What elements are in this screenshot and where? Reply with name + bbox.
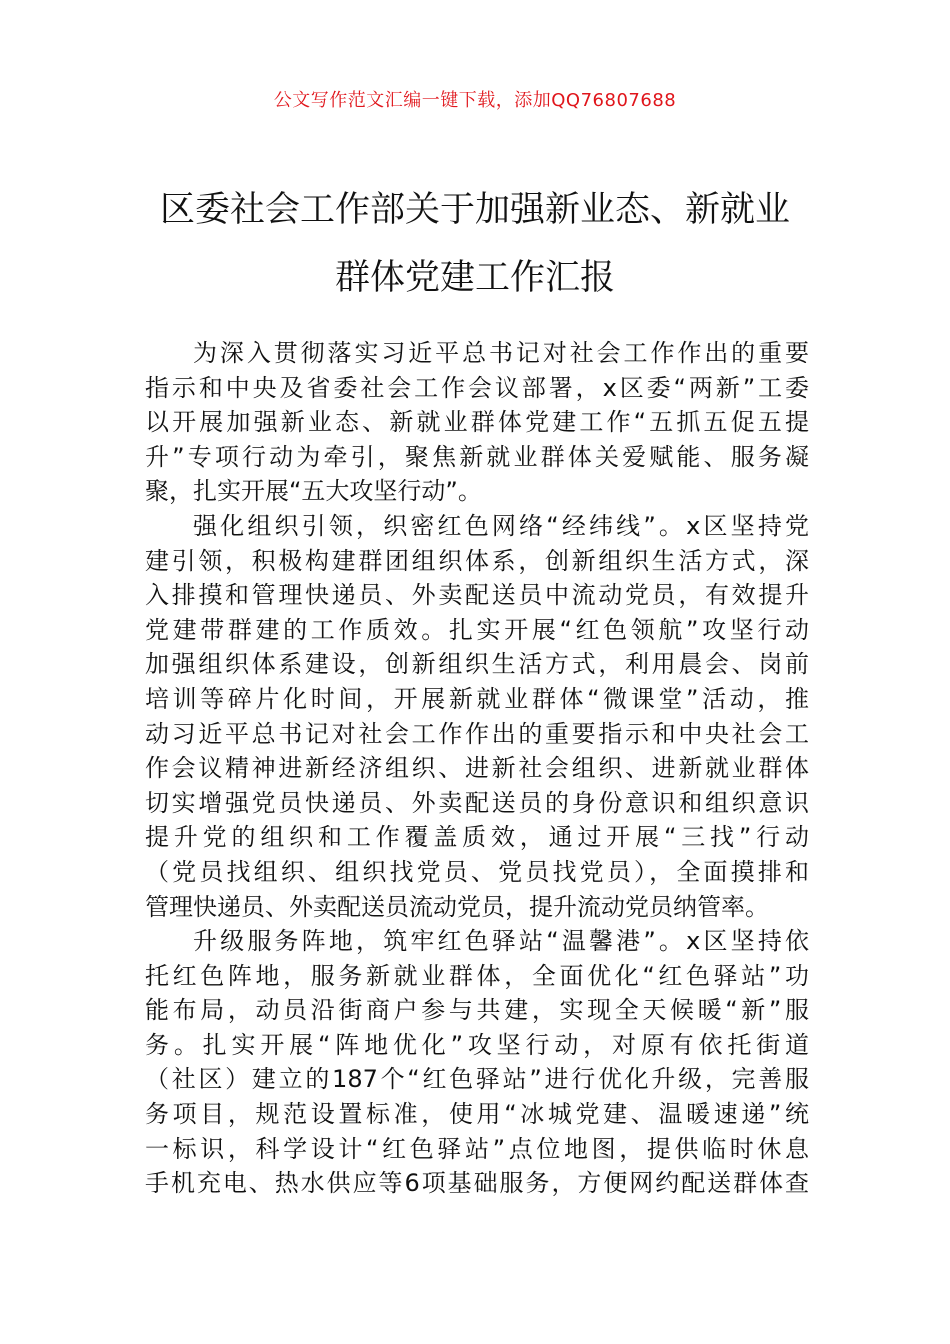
text-line: 聚，扎实开展“五大攻坚行动”。 (145, 477, 482, 506)
title-line: 区委社会工作部关于加强新业态、新就业 (159, 190, 790, 230)
document-title (100, 176, 850, 312)
paragraph-service (145, 924, 809, 1201)
text-line: 手机充电、热水供应等6项基础服务，方便网约配送群体查 (145, 1169, 809, 1198)
text-line: 党建带群建的工作质效。扎实开展“红色领航”攻坚行动 (145, 615, 809, 644)
text-line: 升”专项行动为牵引，聚焦新就业群体关爱赋能、服务凝 (145, 442, 809, 471)
header-download-note: 公文写作范文汇编一键下载，添加QQ76807688 (273, 90, 677, 111)
text-line: （党员找组织、组织找党员、党员找党员），全面摸排和 (145, 857, 809, 886)
text-line: 建引领，积极构建群团组织体系，创新组织生活方式，深 (145, 546, 809, 575)
document-body (145, 336, 809, 1201)
text-line: 入排摸和管理快递员、外卖配送员中流动党员，有效提升 (145, 581, 809, 610)
paragraph-intro (145, 336, 809, 509)
text-line: 升级服务阵地，筑牢红色驿站“温馨港”。x区坚持依 (193, 927, 809, 956)
text-line: 管理快递员、外卖配送员流动党员，提升流动党员纳管率。 (145, 892, 769, 921)
text-line: 指示和中央及省委社会工作会议部署，x区委“两新”工委 (145, 373, 809, 402)
text-line: 以开展加强新业态、新就业群体党建工作“五抓五促五提 (145, 408, 809, 437)
text-line: 动习近平总书记对社会工作作出的重要指示和中央社会工 (145, 719, 809, 748)
text-line: 提升党的组织和工作覆盖质效，通过开展“三找”行动 (145, 823, 809, 852)
text-line: 切实增强党员快递员、外卖配送员的身份意识和组织意识 (145, 788, 809, 817)
text-line: 培训等碎片化时间，开展新就业群体“微课堂”活动，推 (145, 684, 809, 713)
text-line: 托红色阵地，服务新就业群体，全面优化“红色驿站”功 (145, 961, 809, 990)
title-line: 群体党建工作汇报 (334, 258, 615, 298)
text-line: （社区）建立的187个“红色驿站”进行优化升级，完善服 (145, 1065, 809, 1094)
text-line: 务项目，规范设置标准，使用“冰城党建、温暖速递”统 (145, 1100, 809, 1129)
text-line: 为深入贯彻落实习近平总书记对社会工作作出的重要 (193, 339, 809, 367)
text-line: 加强组织体系建设，创新组织生活方式，利用晨会、岗前 (145, 650, 809, 679)
text-line: 强化组织引领，织密红色网络“经纬线”。x区坚持党 (193, 511, 809, 540)
text-line: 作会议精神进新经济组织、进新社会组织、进新就业群体 (145, 754, 809, 783)
text-line: 能布局，动员沿街商户参与共建，实现全天候暖“新”服 (145, 996, 809, 1025)
paragraph-organization (145, 509, 809, 924)
text-line: 务。扎实开展“阵地优化”攻坚行动，对原有依托街道 (145, 1030, 809, 1059)
text-line: 一标识，科学设计“红色驿站”点位地图，提供临时休息 (145, 1134, 809, 1163)
